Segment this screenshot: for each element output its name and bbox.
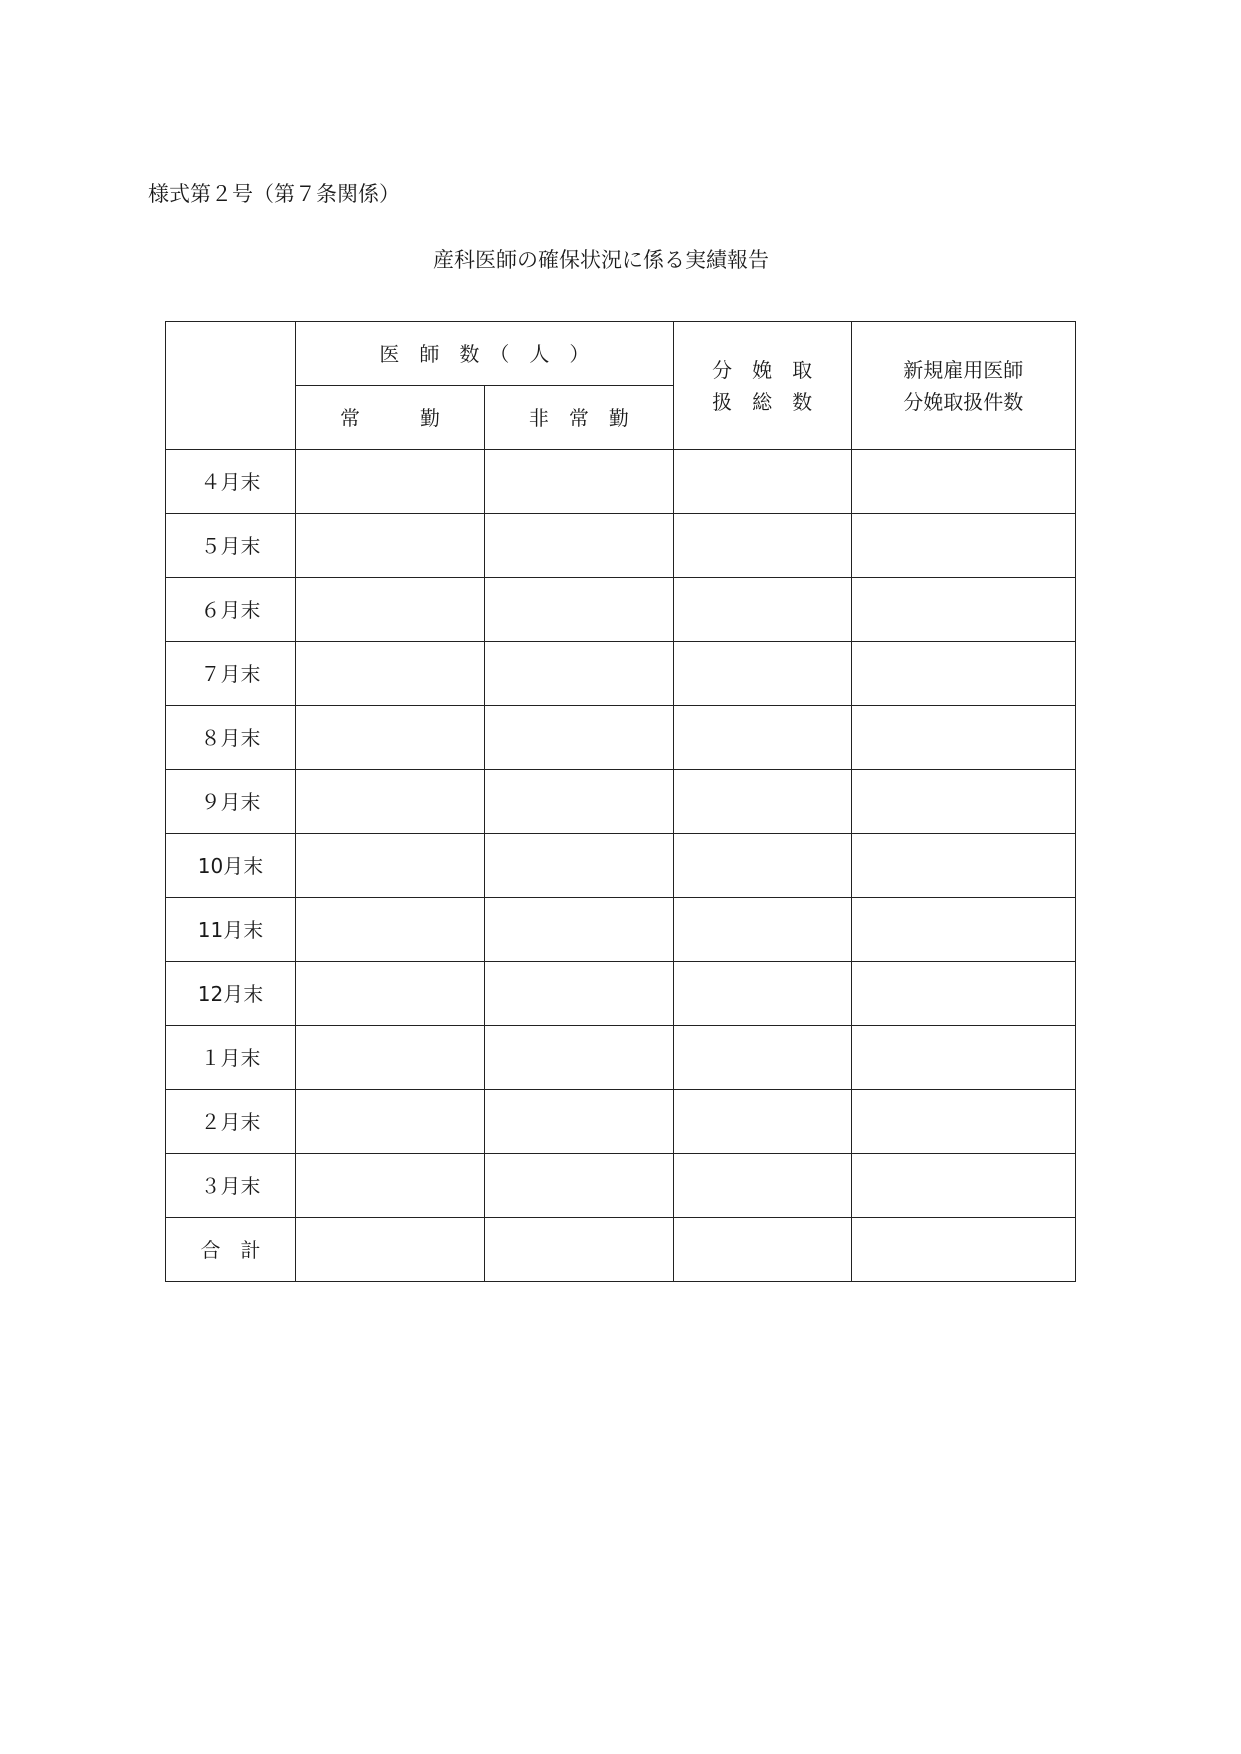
table-row — [166, 514, 1076, 578]
deliveries-total-cell[interactable] — [673, 1026, 851, 1090]
report-table — [165, 321, 1076, 1282]
table-row — [166, 706, 1076, 770]
part-time-cell[interactable] — [484, 834, 673, 898]
header-new-hire-deliveries — [851, 322, 1075, 450]
row-label: 10月末 — [166, 834, 296, 898]
full-time-cell[interactable] — [296, 770, 485, 834]
new-hire-deliveries-cell[interactable] — [851, 578, 1075, 642]
new-hire-deliveries-cell[interactable] — [851, 1154, 1075, 1218]
table-row — [166, 450, 1076, 514]
deliveries-total-cell[interactable] — [673, 1154, 851, 1218]
deliveries-total-cell[interactable] — [673, 1218, 851, 1282]
header-full-time: 常 勤 — [296, 386, 485, 450]
deliveries-total-cell[interactable] — [673, 1090, 851, 1154]
deliveries-total-cell[interactable] — [673, 834, 851, 898]
header-deliveries-total — [673, 322, 851, 450]
new-hire-deliveries-cell[interactable] — [851, 770, 1075, 834]
full-time-cell[interactable] — [296, 514, 485, 578]
new-hire-deliveries-cell[interactable] — [851, 1218, 1075, 1282]
deliveries-total-cell[interactable] — [673, 450, 851, 514]
row-label: ２月末 — [166, 1090, 296, 1154]
row-label: 11月末 — [166, 898, 296, 962]
table-row — [166, 578, 1076, 642]
part-time-cell[interactable] — [484, 898, 673, 962]
table-row — [166, 1218, 1076, 1282]
part-time-cell[interactable] — [484, 578, 673, 642]
full-time-cell[interactable] — [296, 578, 485, 642]
document-title: 産科医師の確保状況に係る実績報告 — [433, 248, 769, 272]
full-time-cell[interactable] — [296, 1026, 485, 1090]
full-time-cell[interactable] — [296, 1154, 485, 1218]
row-label: 12月末 — [166, 962, 296, 1026]
full-time-cell[interactable] — [296, 834, 485, 898]
header-corner-cell — [166, 322, 296, 450]
table-row — [166, 898, 1076, 962]
deliveries-total-cell[interactable] — [673, 514, 851, 578]
deliveries-total-cell[interactable] — [673, 642, 851, 706]
table-row — [166, 642, 1076, 706]
header-row-top — [166, 322, 1076, 386]
row-label: ５月末 — [166, 514, 296, 578]
full-time-cell[interactable] — [296, 1218, 485, 1282]
form-number-label: 様式第２号（第７条関係） — [148, 182, 400, 206]
row-label: ３月末 — [166, 1154, 296, 1218]
row-label: ７月末 — [166, 642, 296, 706]
part-time-cell[interactable] — [484, 514, 673, 578]
new-hire-deliveries-cell[interactable] — [851, 1090, 1075, 1154]
table-row — [166, 1026, 1076, 1090]
row-label: １月末 — [166, 1026, 296, 1090]
new-hire-deliveries-cell[interactable] — [851, 834, 1075, 898]
full-time-cell[interactable] — [296, 642, 485, 706]
new-hire-deliveries-cell[interactable] — [851, 898, 1075, 962]
full-time-cell[interactable] — [296, 1090, 485, 1154]
deliveries-total-cell[interactable] — [673, 898, 851, 962]
deliveries-total-cell[interactable] — [673, 770, 851, 834]
part-time-cell[interactable] — [484, 450, 673, 514]
header-deliveries-total-text: 分 娩 取 扱 総 数 — [712, 357, 813, 414]
new-hire-deliveries-cell[interactable] — [851, 450, 1075, 514]
deliveries-total-cell[interactable] — [673, 578, 851, 642]
header-new-hire-deliveries-text: 新規雇用医師 分娩取扱件数 — [903, 357, 1024, 414]
part-time-cell[interactable] — [484, 770, 673, 834]
part-time-cell[interactable] — [484, 706, 673, 770]
full-time-cell[interactable] — [296, 450, 485, 514]
table-row — [166, 834, 1076, 898]
row-label: ６月末 — [166, 578, 296, 642]
row-label: 合 計 — [166, 1218, 296, 1282]
part-time-cell[interactable] — [484, 1090, 673, 1154]
new-hire-deliveries-cell[interactable] — [851, 962, 1075, 1026]
header-part-time: 非 常 勤 — [484, 386, 673, 450]
new-hire-deliveries-cell[interactable] — [851, 642, 1075, 706]
new-hire-deliveries-cell[interactable] — [851, 706, 1075, 770]
part-time-cell[interactable] — [484, 1218, 673, 1282]
new-hire-deliveries-cell[interactable] — [851, 514, 1075, 578]
table-row — [166, 1154, 1076, 1218]
row-label: ９月末 — [166, 770, 296, 834]
part-time-cell[interactable] — [484, 1026, 673, 1090]
new-hire-deliveries-cell[interactable] — [851, 1026, 1075, 1090]
part-time-cell[interactable] — [484, 642, 673, 706]
table-body — [166, 450, 1076, 1282]
table-row — [166, 770, 1076, 834]
row-label: ４月末 — [166, 450, 296, 514]
header-doctors-count: 医 師 数 （ 人 ） — [296, 322, 674, 386]
deliveries-total-cell[interactable] — [673, 706, 851, 770]
table-row — [166, 962, 1076, 1026]
deliveries-total-cell[interactable] — [673, 962, 851, 1026]
full-time-cell[interactable] — [296, 962, 485, 1026]
part-time-cell[interactable] — [484, 1154, 673, 1218]
full-time-cell[interactable] — [296, 898, 485, 962]
full-time-cell[interactable] — [296, 706, 485, 770]
table-row — [166, 1090, 1076, 1154]
part-time-cell[interactable] — [484, 962, 673, 1026]
row-label: ８月末 — [166, 706, 296, 770]
